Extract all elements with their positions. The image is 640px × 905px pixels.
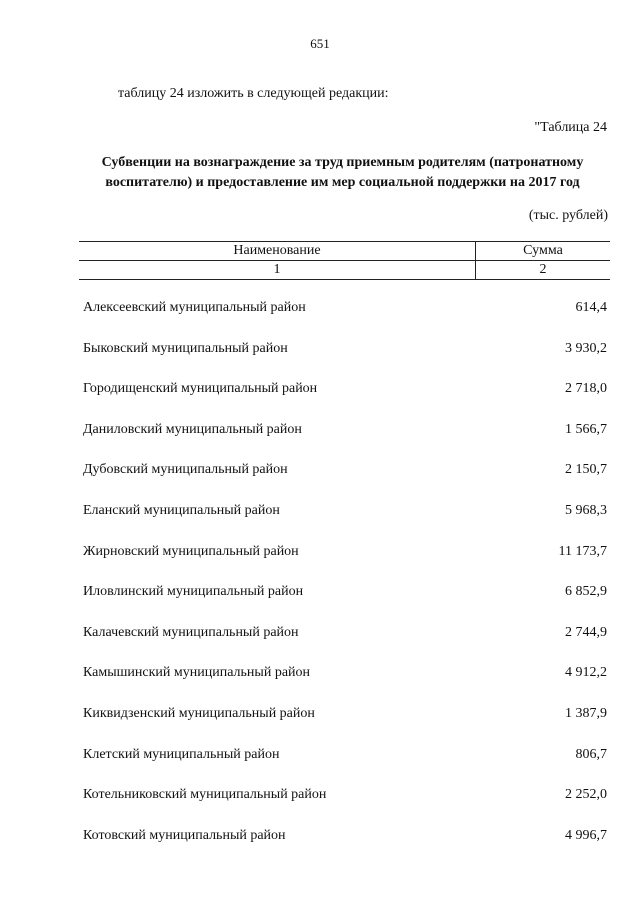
table-row — [83, 300, 607, 341]
row-name: Камышинский муниципальный район — [83, 665, 311, 681]
table-row — [83, 584, 607, 625]
table-row — [83, 625, 607, 666]
row-name: Даниловский муниципальный район — [83, 421, 302, 437]
row-amount: 614,4 — [575, 300, 607, 315]
table-row — [83, 422, 607, 463]
header-row-numbers — [79, 261, 610, 280]
row-amount: 3 930,2 — [565, 340, 607, 356]
row-name: Алексеевский муниципальный район — [83, 300, 306, 315]
row-amount: 4 912,2 — [565, 665, 607, 681]
row-amount: 6 852,9 — [565, 584, 607, 600]
table-title — [70, 153, 615, 193]
row-name: Иловлинский муниципальный район — [83, 584, 304, 600]
header-num-1: 1 — [79, 261, 476, 280]
row-amount: 5 968,3 — [565, 502, 607, 518]
row-name: Городищенский муниципальный район — [83, 381, 318, 397]
table-title-line-1: Субвенции на вознаграждение за труд приемным родителям (патронатному — [101, 155, 584, 170]
page-number: 651 — [310, 36, 330, 51]
row-amount: 2 150,7 — [565, 462, 607, 478]
row-name: Калачевский муниципальный район — [83, 624, 299, 640]
table-row — [83, 462, 607, 503]
row-name: Котельниковский муниципальный район — [83, 787, 327, 803]
table-title-line-2: воспитателю) и предоставление им мер социальной поддержки на 2017 год — [105, 175, 580, 190]
header-name: Наименование — [79, 242, 476, 261]
table-row — [83, 706, 607, 747]
intro-text: таблицу 24 изложить в следующей редакции: — [118, 86, 389, 101]
row-name: Дубовский муниципальный район — [83, 462, 288, 478]
table-row — [83, 503, 607, 544]
row-amount: 11 173,7 — [558, 543, 607, 559]
table-body — [83, 300, 607, 868]
row-amount: 806,7 — [575, 746, 607, 762]
row-name: Жирновский муниципальный район — [83, 543, 299, 559]
table-row — [83, 747, 607, 788]
row-name: Киквидзенский муниципальный район — [83, 705, 315, 721]
row-name: Еланский муниципальный район — [83, 502, 280, 518]
row-name: Быковский муниципальный район — [83, 340, 288, 356]
row-amount: 2 718,0 — [565, 381, 607, 397]
units-label: (тыс. рублей) — [528, 208, 608, 223]
row-name: Котовский муниципальный район — [83, 827, 286, 843]
table-row — [83, 787, 607, 828]
table-row — [83, 828, 607, 869]
row-amount: 1 566,7 — [565, 421, 607, 437]
table-row — [83, 381, 607, 422]
row-amount: 4 996,7 — [565, 827, 607, 843]
header-row-titles — [79, 242, 610, 261]
row-amount: 2 744,9 — [565, 624, 607, 640]
row-name: Клетский муниципальный район — [83, 746, 280, 762]
table-header — [79, 241, 610, 280]
row-amount: 1 387,9 — [565, 705, 607, 721]
table-row — [83, 544, 607, 585]
table-reference: "Таблица 24 — [534, 120, 607, 135]
row-amount: 2 252,0 — [565, 787, 607, 803]
table-row — [83, 341, 607, 382]
header-amount: Сумма — [476, 242, 611, 261]
header-num-2: 2 — [476, 261, 611, 280]
table-row — [83, 665, 607, 706]
